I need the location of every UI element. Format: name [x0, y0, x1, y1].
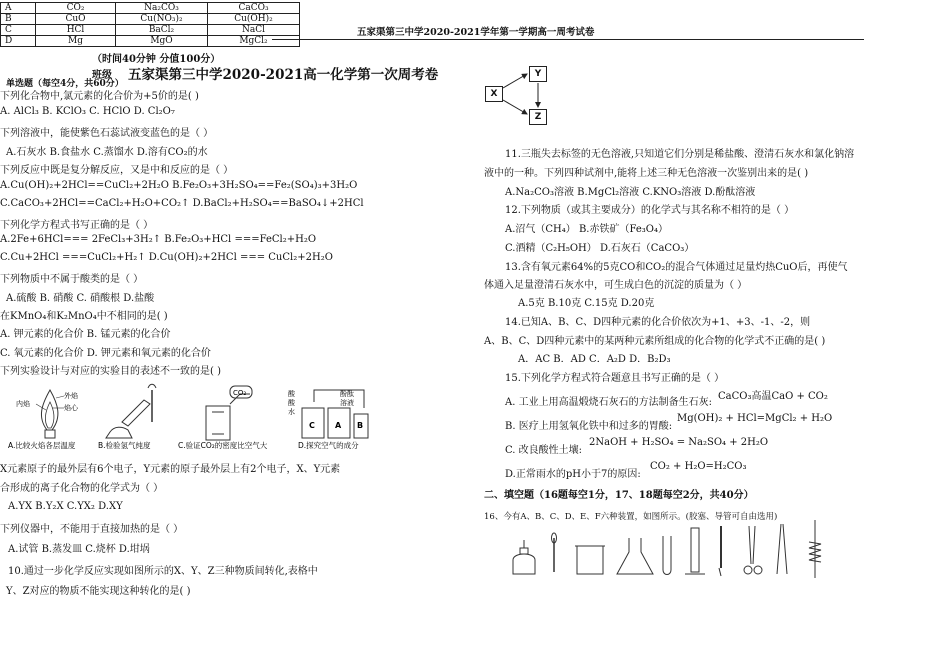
right-line: 11.三瓶失去标签的无色溶液,只知道它们分别是稀盐酸、澄清石灰水和氯化钠溶 [505, 149, 855, 160]
right-line: B. 医疗上用氢氧化铁中和过多的胃酸: [505, 421, 673, 432]
left-line: A. 钾元素的化合价 B. 锰元素的化合价 [0, 329, 171, 340]
co2-figure [206, 386, 252, 440]
section-1-heading: 单选题（每空4分，共60分） [6, 79, 124, 89]
label-inner-flame: 内焰 [16, 400, 30, 408]
option-cell: NaCl [208, 25, 300, 36]
left-line: X元素原子的最外层有6个电子，Y元素的原子最外层上有2个电子，X、Y元素 [0, 464, 341, 475]
right-line: A.沼气（CH₄） B.赤铁矿（Fe₃O₄） [505, 224, 669, 235]
option-table [0, 2, 300, 47]
equation-c: 2NaOH + H₂SO₄ = Na₂SO₄ + 2H₂O [589, 437, 769, 448]
header-rule [272, 39, 864, 40]
flask-icon [617, 538, 653, 574]
left-line: 下列仪器中，不能用于直接加热的是（ ） [0, 524, 184, 535]
equation-b: Mg(OH)₂ + HCl=MgCl₂ + H₂O [677, 413, 833, 424]
section-2-heading: 二、填空题（16题每空1分，17、18题每空2分，共40分） [484, 490, 754, 501]
svg-text:酸: 酸 [288, 390, 295, 398]
option-cell: C [1, 25, 36, 36]
right-line: A. 工业上用高温煅烧石灰石的方法制备生石灰: [505, 397, 712, 408]
option-cell: CO₂ [36, 3, 116, 14]
left-line: Y、Z对应的物质不能实现这种转化的是( ) [6, 586, 191, 597]
equation-a: CaCO₃高温CaO + CO₂ [718, 391, 828, 402]
left-line: 10.通过一步化学反应实现如图所示的X、Y、Z三种物质间转化,表格中 [8, 566, 318, 577]
option-cell: Mg [36, 36, 116, 47]
experiment-figures [2, 382, 370, 454]
beaker-icon [575, 546, 605, 574]
option-cell: Cu(OH)₂ [208, 14, 300, 25]
exam-info: （时间40分钟 分值100分） [92, 54, 221, 65]
caption-c: C.验证CO₂的密度比空气大 [178, 441, 268, 450]
right-line: 15.下列化学方程式符合题意且书写正确的是（ ） [505, 373, 725, 384]
left-line: A.试管 B.蒸发皿 C.烧杯 D.坩埚 [8, 544, 150, 555]
right-line: 13.含有氧元素64%的5克CO和CO₂的混合气体通过足量灼热CuO后，再使气 [505, 262, 848, 273]
left-line: A.Cu(OH)₂+2HCl==CuCl₂+2H₂O B.Fe₂O₃+3H₂SO₄==Fe₂(SO₄)₃+3H₂O [0, 180, 358, 191]
tongs-icon [777, 524, 787, 574]
label-co2: CO₂ [233, 389, 247, 397]
option-cell: Na₂CO₃ [116, 3, 208, 14]
left-line: C.CaCO₃+2HCl==CaCl₂+H₂O+CO₂↑ D.BaCl₂+H₂SO₄==BaSO₄↓+2HCl [0, 198, 364, 209]
option-cell: A [1, 3, 36, 14]
svg-text:B: B [357, 421, 364, 430]
condenser-icon [809, 520, 821, 578]
svg-text:酸: 酸 [288, 399, 295, 407]
left-line: A.石灰水 B.食盐水 C.蒸馏水 D.溶有CO₂的水 [6, 147, 208, 158]
left-line: 下列化学方程式书写正确的是（ ） [0, 220, 154, 231]
node-x: X [485, 86, 503, 102]
conversion-arrows [480, 60, 560, 130]
svg-text:A: A [335, 421, 342, 430]
right-line: 体通入足量澄清石灰水中，可生成白色的沉淀的质量为（ ） [484, 280, 748, 291]
question-16: 16、今有A、B、C、D、E、F六种装置，如图所示。(胶塞、导管可自由选用) [484, 512, 778, 522]
left-line: 下列反应中既是复分解反应，又是中和反应的是（ ） [0, 165, 234, 176]
graduated-cylinder-icon [685, 528, 705, 574]
right-line: A.5克 B.10克 C.15克 D.20克 [518, 298, 655, 309]
right-line: 12.下列物质（或其主要成分）的化学式与其名称不相符的是（ ） [505, 205, 795, 216]
caption-d: D.探究空气的成分 [298, 441, 359, 450]
right-line: A、B、C、D四种元素中的某两种元素所组成的化合物的化学式不正确的是( ) [484, 336, 826, 347]
scissors-icon [744, 526, 762, 574]
right-line: 液中的一种。下列四种试剂中,能将上述三种无色溶液一次鉴别出来的是( ) [484, 168, 809, 179]
option-cell: MgO [116, 36, 208, 47]
left-line: C. 氧元素的化合价 D. 钾元素和氧元素的化合价 [0, 348, 211, 359]
left-line: 下列化合物中,氯元素的化合价为+5价的是( ) [0, 91, 199, 102]
option-cell: B [1, 14, 36, 25]
option-cell: CaCO₃ [208, 3, 300, 14]
option-row [1, 14, 300, 25]
caption-b: B.检验氢气纯度 [98, 441, 151, 450]
air-figure [288, 389, 368, 438]
caption-a: A.比较火焰各层温度 [8, 441, 76, 450]
exam-title: 五家渠第三中学2020-2021高一化学第一次周考卷 [128, 67, 439, 83]
option-cell: Cu(NO₃)₂ [116, 14, 208, 25]
right-line: C.酒精（C₂H₅OH） D.石灰石（CaCO₃） [505, 243, 695, 254]
equation-d: CO₂ + H₂O=H₂CO₃ [650, 461, 747, 472]
left-line: A.硫酸 B. 硝酸 C. 硝酸根 D.盐酸 [6, 293, 155, 304]
option-row [1, 25, 300, 36]
left-line: C.Cu+2HCl ===CuCl₂+H₂↑ D.Cu(OH)₂+2HCl === CuCl₂+2H₂O [0, 252, 333, 263]
left-line: A.YX B.Y₂X C.YX₂ D.XY [8, 501, 123, 512]
right-line: 14.已知A、B、C、D四种元素的化合价依次为+1、+3、-1、-2，则 [505, 317, 811, 328]
option-cell: HCl [36, 25, 116, 36]
apparatus-figures [505, 518, 835, 580]
option-cell: CuO [36, 14, 116, 25]
option-row [1, 36, 300, 47]
left-line: 下列物质中不属于酸类的是（ ） [0, 274, 144, 285]
option-cell: BaCl₂ [116, 25, 208, 36]
alcohol-lamp-icon [513, 540, 535, 574]
node-z: Z [529, 109, 547, 125]
right-line: C. 改良酸性土壤: [505, 445, 583, 456]
left-line: 下列溶液中，能使紫色石蕊试液变蓝色的是（ ） [0, 128, 214, 139]
node-y: Y [529, 66, 547, 82]
dropper-icon [552, 533, 557, 572]
svg-text:酚酞: 酚酞 [340, 390, 354, 398]
svg-text:C: C [309, 421, 315, 430]
label-flame-core: 焰心 [64, 404, 78, 412]
hydrogen-test-figure [106, 384, 156, 438]
option-cell: D [1, 36, 36, 47]
page-header: 五家渠第三中学2020-2021学年第一学期高一周考试卷 [357, 27, 595, 38]
right-line: D.正常雨水的pH小于7的原因: [505, 469, 641, 480]
flame-figure [16, 390, 79, 438]
option-cell: MgCl₂ [208, 36, 300, 47]
right-line: A.Na₂CO₃溶液 B.MgCl₂溶液 C.KNO₃溶液 D.酚酞溶液 [505, 187, 756, 198]
class-label: 班级 [92, 70, 112, 81]
left-line: 下列实验设计与对应的实验目的表述不一致的是( ) [0, 366, 221, 377]
left-line: A.2Fe+6HCl=== 2FeCl₃+3H₂↑ B.Fe₂O₃+HCl ===FeCl₂+H₂O [0, 234, 317, 245]
pipette-icon [719, 526, 721, 576]
left-line: 合形成的离子化合物的化学式为（ ） [0, 483, 164, 494]
left-line: 在KMnO₄和K₂MnO₄中不相同的是( ) [0, 311, 168, 322]
label-outer-flame: 外焰 [64, 392, 78, 400]
right-line: A．AC B．AD C．A₂D D．B₂D₃ [518, 354, 671, 365]
svg-text:水: 水 [288, 408, 295, 416]
svg-text:溶液: 溶液 [340, 399, 354, 407]
option-row [1, 3, 300, 14]
left-line: A. AlCl₃ B. KClO₃ C. HClO D. Cl₂O₇ [0, 106, 175, 117]
test-tube-icon [663, 536, 671, 575]
